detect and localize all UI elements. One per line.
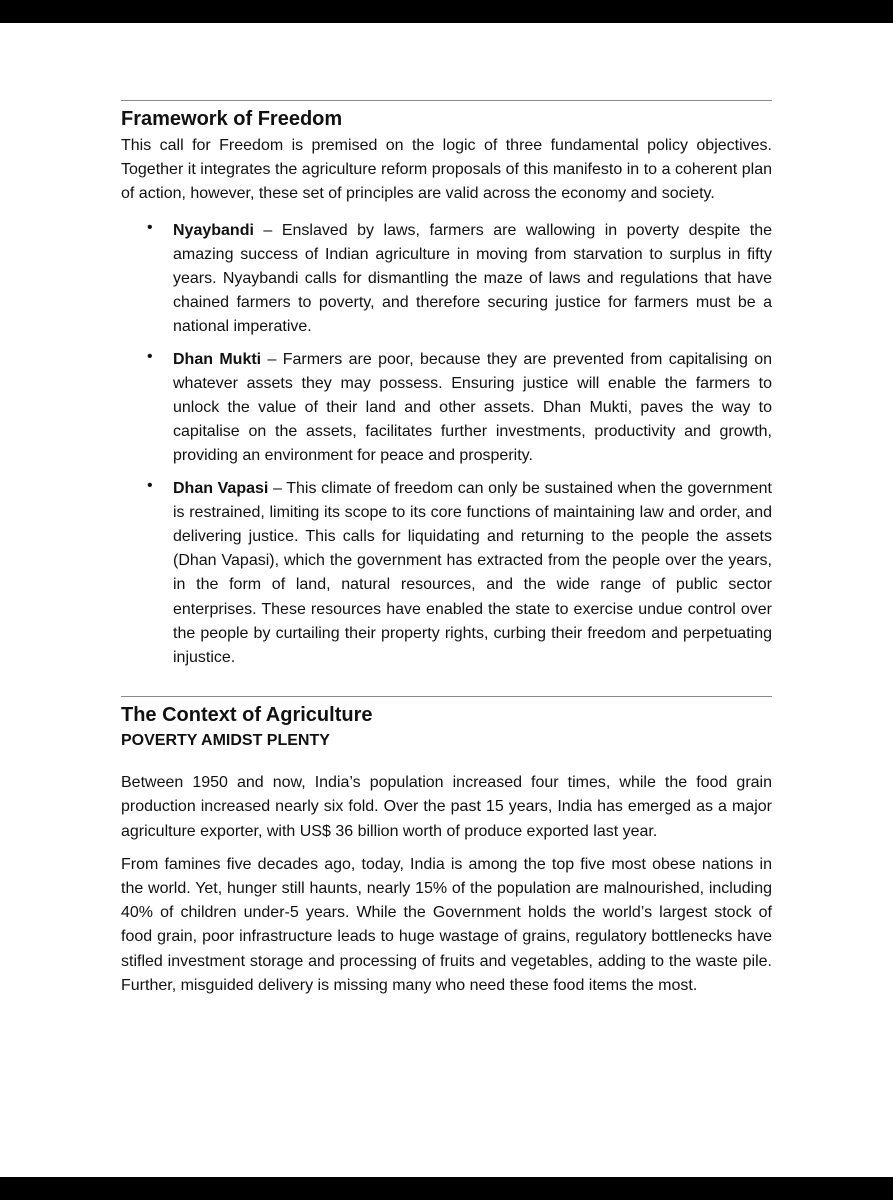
bullet-term: Dhan Vapasi (173, 479, 269, 497)
bullet-text: – Enslaved by laws, farmers are wallowing in poverty despite the amazing success of Indian agriculture in moving from starvation to surplus in fifty years. Nyaybandi calls for dismantling the maze of laws and regulations that have chained farmers to poverty, and therefore securing justice for farmers must be a national imperative. (173, 221, 772, 336)
spacer (121, 678, 772, 696)
list-item (147, 347, 773, 469)
bullet-term: Nyaybandi (173, 221, 254, 239)
bullet-icon: • (147, 347, 153, 365)
document-page (0, 23, 893, 1177)
bullet-text: – This climate of freedom can only be sustained when the government is restrained, limiting its scope to its core functions of maintaining law and order, and delivering justice. This calls for liquidating and returning to the people the assets (Dhan Vapasi), which the government has extracted from the people over the years, in the form of land, natural resources, and the wide range of public sector enterprises. These resources have enabled the state to exercise undue control over the people by curtailing their property rights, curbing their freedom and perpetuating injustice. (173, 479, 772, 667)
list-item (147, 476, 772, 671)
section-heading-context: The Context of Agriculture (121, 704, 373, 727)
section-heading-framework: Framework of Freedom (121, 108, 343, 130)
paragraph-population: Between 1950 and now, India’s population increased four times, while the food grain production increased nearly six fold. Over the past 15 years, India has emerged as a major agriculture exporter, with US$ 36 billion worth of produce exported last year. (121, 774, 772, 840)
section-divider (121, 100, 772, 101)
paragraph-famines: From famines five decades ago, today, India is among the top five most obese nations in the world. Yet, hunger still haunts, nearly 15% of the population are malnourished, including 40% of children under-5 years. While the Government holds the world’s largest stock of food grain, poor infrastructure leads to huge wastage of grains, regulatory bottlenecks have stifled investment storage and processing of fruits and vegetables, adding to the waste pile. Further, misguided delivery is missing many who need these food items the most. (121, 855, 772, 994)
section-divider (121, 696, 772, 697)
bullet-icon: • (147, 218, 153, 236)
list-item (147, 218, 772, 340)
subheading-poverty: POVERTY AMIDST PLENTY (121, 732, 330, 750)
bullet-text: – Farmers are poor, because they are prevented from capitalising on whatever assets they may possess. Ensuring justice will enable the farmers to unlock the value of their land and other assets. Dhan Mukti, paves the way to capitalise on the assets, facilitates further investments, productivity and growth, providing an environment for peace and prosperity. (173, 350, 773, 465)
bullet-term: Dhan Mukti (173, 350, 262, 368)
intro-paragraph: This call for Freedom is premised on the logic of three fundamental policy objectives. Together it integrates the agriculture reform proposals of this manifesto in to a coherent plan of action, however, these set of principles are valid across the economy and society. (121, 137, 772, 203)
principles-list (121, 219, 772, 671)
bullet-icon: • (147, 476, 153, 494)
